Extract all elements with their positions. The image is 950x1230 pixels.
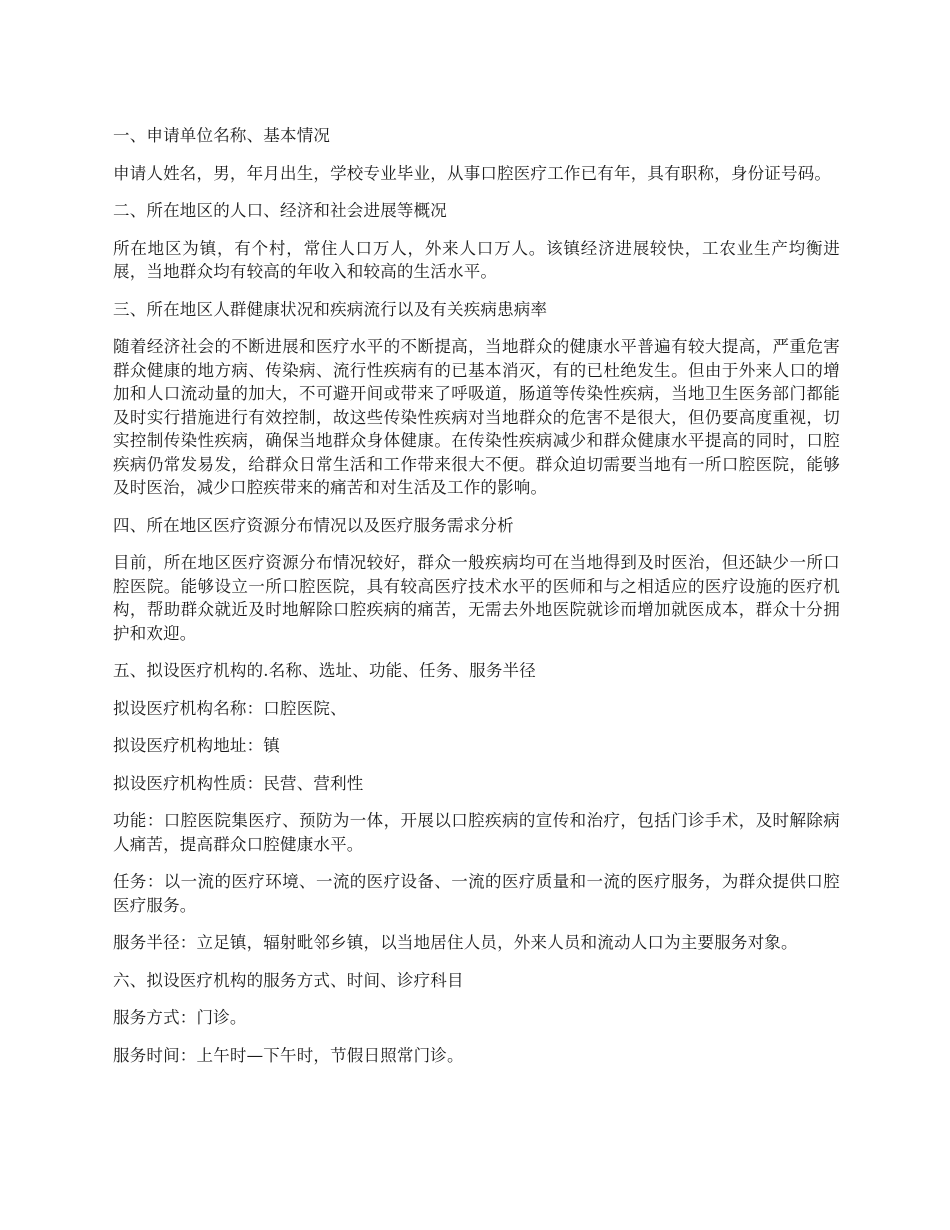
region-overview-paragraph: 所在地区为镇，有个村，常住人口万人，外来人口万人。该镇经济进展较快，工农业生产均衡进展，当地群众均有较高的年收入和较高的生活水平。 bbox=[113, 238, 840, 281]
function-paragraph: 功能：口腔医院集医疗、预防为一体，开展以口腔疾病的宣传和治疗，包括门诊手术，及时解除病人痛苦，提高群众口腔健康水平。 bbox=[113, 811, 840, 854]
service-time-line: 服务时间：上午时—下午时，节假日照常门诊。 bbox=[113, 1045, 464, 1065]
section-heading-5: 五、拟设医疗机构的.名称、选址、功能、任务、服务半径 bbox=[113, 661, 536, 680]
service-mode-line: 服务方式：门诊。 bbox=[113, 1008, 247, 1027]
section-heading-3: 三、所在地区人群健康状况和疾病流行以及有关疾病患病率 bbox=[113, 299, 548, 319]
institution-name-line: 拟设医疗机构名称：口腔医院、 bbox=[113, 698, 347, 718]
service-radius-paragraph: 服务半径：立足镇，辐射毗邻乡镇，以当地居住人员，外来人员和流动人口为主要服务对象。 bbox=[113, 933, 798, 952]
institution-nature-line: 拟设医疗机构性质：民营、营利性 bbox=[113, 773, 364, 793]
section-heading-4: 四、所在地区医疗资源分布情况以及医疗服务需求分析 bbox=[113, 515, 514, 535]
section-heading-6: 六、拟设医疗机构的服务方式、时间、诊疗科目 bbox=[113, 970, 464, 990]
task-paragraph: 任务：以一流的医疗环境、一流的医疗设备、一流的医疗质量和一流的医疗服务，为群众提供口腔医疗服务。 bbox=[113, 872, 840, 915]
institution-address-line: 拟设医疗机构地址：镇 bbox=[113, 736, 280, 755]
health-status-paragraph: 随着经济社会的不断进展和医疗水平的不断提高，当地群众的健康水平普遍有较大提高，严重危害群众健康的地方病、传染病、流行性疾病有的已基本消灭，有的已杜绝发生。但由于外来人口的增加和人口流动量的加大，不可避开间或带来了呼吸道，肠道等传染性疾病，当地卫生医务部门都能及时实行措施进行有效控制，故这些传染性疾病对当地群众的危害不是很大，但仍要高度重视，切实控制传染性疾病，确保当地群众身体健康。在传染性疾病减少和群众健康水平提高的同时，口腔疾病仍常发易发，给群众日常生活和工作带来很大不便。群众迫切需要当地有一所口腔医院，能够及时医治，减少口腔疾带来的痛苦和对生活及工作的影响。 bbox=[113, 337, 840, 497]
document-body bbox=[113, 124, 840, 1081]
applicant-info-paragraph: 申请人姓名，男，年月出生，学校专业毕业，从事口腔医疗工作已有年，具有职称，身份证号码。 bbox=[113, 163, 832, 183]
section-heading-2: 二、所在地区的人口、经济和社会进展等概况 bbox=[113, 201, 447, 220]
section-heading-1: 一、申请单位名称、基本情况 bbox=[113, 126, 331, 145]
resource-analysis-paragraph: 目前，所在地区医疗资源分布情况较好，群众一般疾病均可在当地得到及时医治，但还缺少一所口腔医院。能够设立一所口腔医院，具有较高医疗技术水平的医师和与之相适应的医疗设施的医疗机构，帮助群众就近及时地解除口腔疾病的痛苦，无需去外地医院就诊而增加就医成本，群众十分拥护和欢迎。 bbox=[113, 553, 840, 643]
